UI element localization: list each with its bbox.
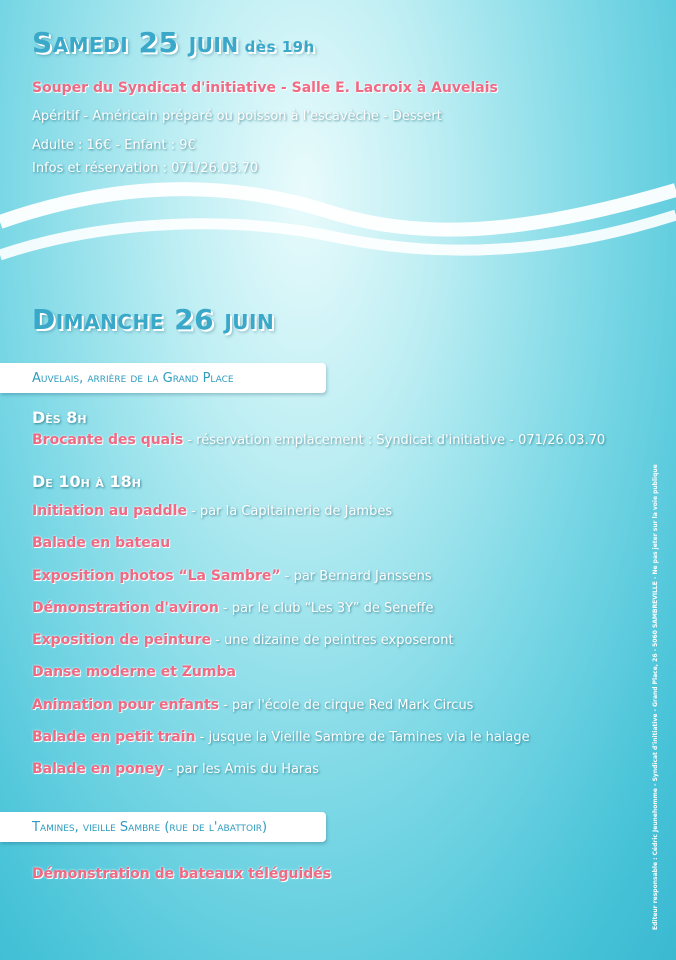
location-tamines: Tamines, vieille Sambre (rue de l'abattoir) (32, 819, 268, 835)
brocante-detail: - réservation emplacement : Syndicat d'initiative - 071/26.03.70 (183, 433, 606, 448)
location-banner-auvelais (0, 363, 326, 393)
list-item: Exposition de peinture - une dizaine de peintres exposeront (32, 632, 454, 649)
saturday-info: Infos et réservation : 071/26.03.70 (32, 161, 259, 176)
wave-decoration (0, 160, 676, 280)
activity-list (32, 503, 530, 794)
location-banner-tamines (0, 812, 326, 842)
time-heading-2: De 10h à 18h (32, 472, 141, 491)
list-item: Balade en petit train - jusque la Vieille Sambre de Tamines via le halage (32, 729, 530, 746)
final-event: Démonstration de bateaux téléguidés (32, 866, 332, 882)
list-item: Animation pour enfants - par l'école de cirque Red Mark Circus (32, 696, 474, 713)
saturday-time: dès 19h (244, 38, 315, 56)
brocante-title: Brocante des quais (32, 432, 184, 448)
saturday-heading (32, 26, 315, 59)
list-item: Balade en bateau (32, 535, 171, 552)
time-heading-1: Dès 8h (32, 408, 87, 427)
saturday-day: Samedi 25 juin (32, 26, 239, 59)
list-item: Balade en poney - par les Amis du Haras (32, 761, 320, 778)
saturday-menu: Apéritif - Américain préparé ou poisson à l'escavèche - Dessert (32, 109, 442, 124)
saturday-prices: Adulte : 16€ - Enfant : 9€ (32, 138, 196, 153)
publisher-footer: Editeur responsable : Cédric Jeunehomme - Syndicat d'initiative - Grand Place, 26 - 5060 SAMBREVILLE - Ne pas jeter sur la voie publique (652, 464, 659, 930)
sunday-heading: Dimanche 26 juin (32, 303, 275, 336)
list-item: Initiation au paddle - par la Capitainerie de Jambes (32, 503, 393, 519)
list-item: Démonstration d'aviron - par le club “Les 3Y” de Seneffe (32, 599, 434, 616)
list-item: Danse moderne et Zumba (32, 664, 236, 681)
list-item: Exposition photos “La Sambre” - par Bernard Janssens (32, 567, 432, 584)
brocante-line (32, 432, 605, 448)
saturday-event: Souper du Syndicat d'initiative - Salle E. Lacroix à Auvelais (32, 80, 498, 96)
location-auvelais: Auvelais, arrière de la Grand Place (32, 370, 234, 386)
